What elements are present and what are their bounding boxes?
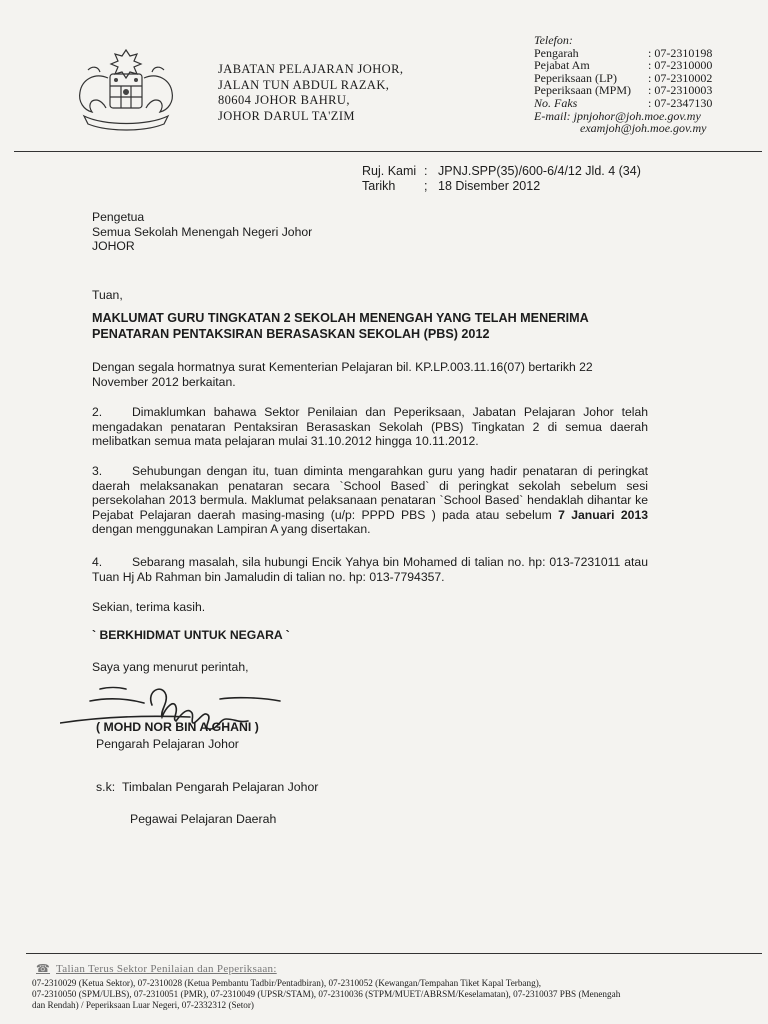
footer-line: 07-2310029 (Ketua Sektor), 07-2310028 (Ketua Pembantu Tadbir/Pentadbiran), 07-2310052 (Kewangan/Tempahan Tiket Kapal Terbang), bbox=[32, 978, 542, 988]
paragraph-text: Sebarang masalah, sila hubungi Encik Yahya bin Mohamed di talian no. hp: 013-7231011 atau Tuan Hj Ab Rahman bin Jamaludin di talian no. hp: 013-7794357. bbox=[92, 555, 648, 584]
ref-row: Ruj. Kami : JPNJ.SPP(35)/600-6/4/12 Jld. 4 (34) bbox=[362, 164, 641, 178]
cc-recipient: Pegawai Pelajaran Daerah bbox=[130, 812, 277, 826]
contact-label: Peperiksaan (MPM) bbox=[534, 83, 631, 98]
dept-line: 80604 JOHOR BAHRU, bbox=[218, 93, 350, 107]
ruj-label: Ruj. Kami bbox=[362, 164, 417, 178]
motto: ` BERKHIDMAT UNTUK NEGARA ` bbox=[92, 628, 290, 642]
recipient-line: Pengetua bbox=[92, 210, 145, 224]
footer-heading-text: Talian Terus Sektor Penilaian dan Peperiksaan: bbox=[56, 963, 277, 975]
department-address bbox=[218, 62, 403, 124]
contact-label: Peperiksaan (LP) bbox=[534, 70, 617, 85]
signatory-name: ( MOHD NOR BIN A.GHANI ) bbox=[96, 720, 259, 734]
contact-label: Pengarah bbox=[534, 45, 579, 60]
paragraph-1: Dengan segala hormatnya surat Kementerian Pelajaran bil. KP.LP.003.11.16(07) bertarikh 22 November 2012 berkaitan. bbox=[92, 360, 593, 389]
respect-text: Saya yang menurut perintah, bbox=[92, 660, 249, 674]
contact-value: : 07-2310000 bbox=[648, 58, 713, 73]
paragraph-text: Sehubungan dengan itu, tuan diminta mengarahkan guru yang hadir penataran di peringkat daerah melaksanakan penataran secara `School Based` di peringkat sekolah sebelum sesi persekolahan 2013 bermula. Maklumat pelaksanaan penataran `School Based` hendaklah dihantar ke Pejabat Pelajaran daerah masing-masing (u/p: PPPD PBS ) pada atau sebelum bbox=[92, 464, 648, 522]
footer-contact-list bbox=[32, 978, 748, 1010]
paragraph-number: 4. bbox=[92, 555, 103, 569]
reference-block bbox=[362, 164, 641, 194]
contact-label: No. Faks bbox=[534, 95, 578, 110]
ruj-value: JPNJ.SPP(35)/600-6/4/12 Jld. 4 (34) bbox=[438, 164, 641, 178]
paragraph-number: 3. bbox=[92, 464, 103, 478]
contact-value: : 07-2310002 bbox=[648, 70, 713, 85]
cc-label: s.k: bbox=[96, 780, 116, 794]
paragraph-3 bbox=[92, 464, 648, 537]
recipient-line: Semua Sekolah Menengah Negeri Johor bbox=[92, 224, 313, 239]
closing-text: Sekian, terima kasih. bbox=[92, 600, 206, 614]
dept-line: JABATAN PELAJARAN JOHOR, bbox=[218, 62, 404, 76]
footer-line: 07-2310050 (SPM/ULBS), 07-2310051 (PMR), 07-2310049 (UPSR/STAM), 07-2310036 (STPM/MUET/ABRSM/Keselamatan), 07-2310037 PBS (Menengah bbox=[32, 988, 621, 999]
subject-heading bbox=[92, 310, 648, 342]
deadline-date: 7 Januari 2013 bbox=[558, 507, 648, 522]
recipient-address bbox=[92, 210, 648, 254]
recipient-line: JOHOR bbox=[92, 239, 135, 253]
paragraph-2 bbox=[92, 405, 648, 449]
tarikh-value: 18 Disember 2012 bbox=[438, 179, 541, 193]
footer-heading bbox=[36, 962, 277, 975]
signature-icon bbox=[60, 675, 290, 745]
salutation: Tuan, bbox=[92, 288, 123, 302]
paragraph-text: Dimaklumkan bahawa Sektor Penilaian dan Peperiksaan, Jabatan Pelajaran Johor telah mengadakan penataran Pentaksiran Berasaskan Sekolah (PBS) Tingkatan 2 di semua daerah melibatkan semua mata pelajaran mulai 31.10.2012 hingga 10.11.2012. bbox=[92, 405, 648, 448]
cc-line-1 bbox=[96, 780, 318, 794]
contact-block bbox=[534, 34, 712, 135]
paragraph-number: 2. bbox=[92, 405, 103, 419]
dept-line: JALAN TUN ABDUL RAZAK, bbox=[218, 77, 390, 92]
telefon-label: Telefon: bbox=[534, 33, 573, 47]
contact-row bbox=[534, 59, 712, 72]
telephone-icon: ☎ bbox=[36, 963, 51, 975]
contact-label: Pejabat Am bbox=[534, 58, 590, 73]
cc-recipient: Timbalan Pengarah Pelajaran Johor bbox=[121, 780, 319, 794]
email-label: E-mail: bbox=[534, 108, 571, 123]
contact-value: : 07-2310003 bbox=[648, 83, 713, 98]
email-row-2 bbox=[534, 122, 712, 135]
footer-divider bbox=[26, 953, 762, 954]
subject-line: PENATARAN PENTAKSIRAN BERASASKAN SEKOLAH (PBS) 2012 bbox=[92, 327, 490, 341]
paragraph-4 bbox=[92, 555, 648, 584]
header-divider bbox=[14, 151, 762, 152]
coat-of-arms-icon bbox=[70, 44, 182, 134]
date-row: Tarikh ; 18 Disember 2012 bbox=[362, 179, 541, 193]
subject-line: MAKLUMAT GURU TINGKATAN 2 SEKOLAH MENENGAH YANG TELAH MENERIMA bbox=[92, 311, 589, 325]
contact-value: : 07-2347130 bbox=[648, 95, 713, 110]
contact-value: : 07-2310198 bbox=[648, 45, 713, 60]
paragraph-text-end: dengan menggunakan Lampiran A yang disertakan. bbox=[92, 522, 371, 536]
email-link-2[interactable]: examjoh@joh.moe.gov.my bbox=[580, 121, 707, 136]
dept-line: JOHOR DARUL TA'ZIM bbox=[218, 108, 355, 123]
email-link-1[interactable]: jpnjohor@joh.moe.gov.my bbox=[573, 108, 701, 123]
footer-line: dan Rendah) / Peperiksaan Luar Negeri, 07-2332312 (Setor) bbox=[32, 999, 254, 1010]
signatory-title: Pengarah Pelajaran Johor bbox=[96, 737, 239, 751]
tarikh-label: Tarikh bbox=[362, 179, 396, 193]
